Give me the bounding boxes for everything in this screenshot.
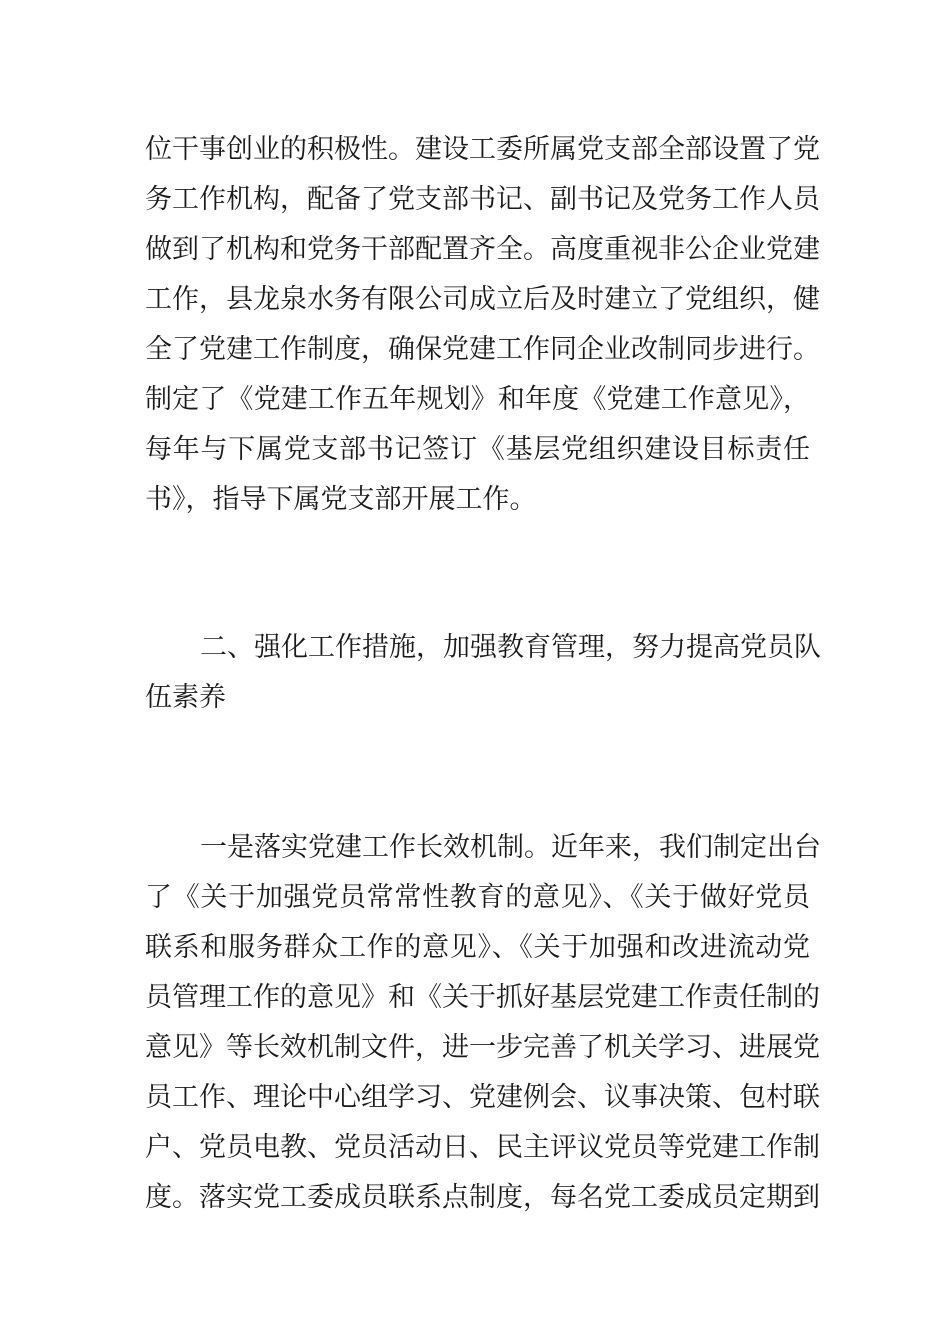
paragraph2-line-2: 了《关于加强党员常常性教育的意见》、《关于做好党员 (145, 882, 810, 913)
paragraph1-line-5: 全了党建工作制度，确保党建工作同企业改制同步进行。 (145, 334, 820, 365)
paragraph1-line-7: 每年与下属党支部书记签订《基层党组织建设目标责任 (145, 434, 810, 465)
section-heading-line-1: 二、强化工作措施，加强教育管理，努力提高党员队 (200, 632, 821, 663)
paragraph1-line-8: 书》，指导下属党支部开展工作。 (145, 484, 537, 515)
paragraph2-line-8: 度。落实党工委成员联系点制度，每名党工委成员定期到 (145, 1182, 820, 1213)
paragraph2-line-4: 员管理工作的意见》和《关于抓好基层党建工作责任制的 (145, 982, 820, 1013)
paragraph2-line-6: 员工作、理论中心组学习、党建例会、议事决策、包村联 (145, 1082, 820, 1113)
paragraph1-line-4: 工作，县龙泉水务有限公司成立后及时建立了党组织，健 (145, 284, 820, 315)
paragraph2-line-7: 户、党员电教、党员活动日、民主评议党员等党建工作制 (145, 1132, 820, 1163)
paragraph2-line-1: 一是落实党建工作长效机制。近年来，我们制定出台 (200, 832, 821, 863)
paragraph1-line-3: 做到了机构和党务干部配置齐全。高度重视非公企业党建 (145, 234, 820, 265)
paragraph1-line-6: 制定了《党建工作五年规划》和年度《党建工作意见》， (145, 384, 810, 415)
paragraph1-line-1: 位干事创业的积极性。建设工委所属党支部全部设置了党 (145, 134, 820, 165)
paragraph1-line-2: 务工作机构，配备了党支部书记、副书记及党务工作人员 (145, 184, 820, 215)
paragraph2-line-5: 意见》等长效机制文件，进一步完善了机关学习、进展党 (145, 1032, 820, 1063)
section-heading-line-2: 伍素养 (145, 682, 226, 713)
paragraph2-line-3: 联系和服务群众工作的意见》、《关于加强和改进流动党 (145, 932, 810, 963)
